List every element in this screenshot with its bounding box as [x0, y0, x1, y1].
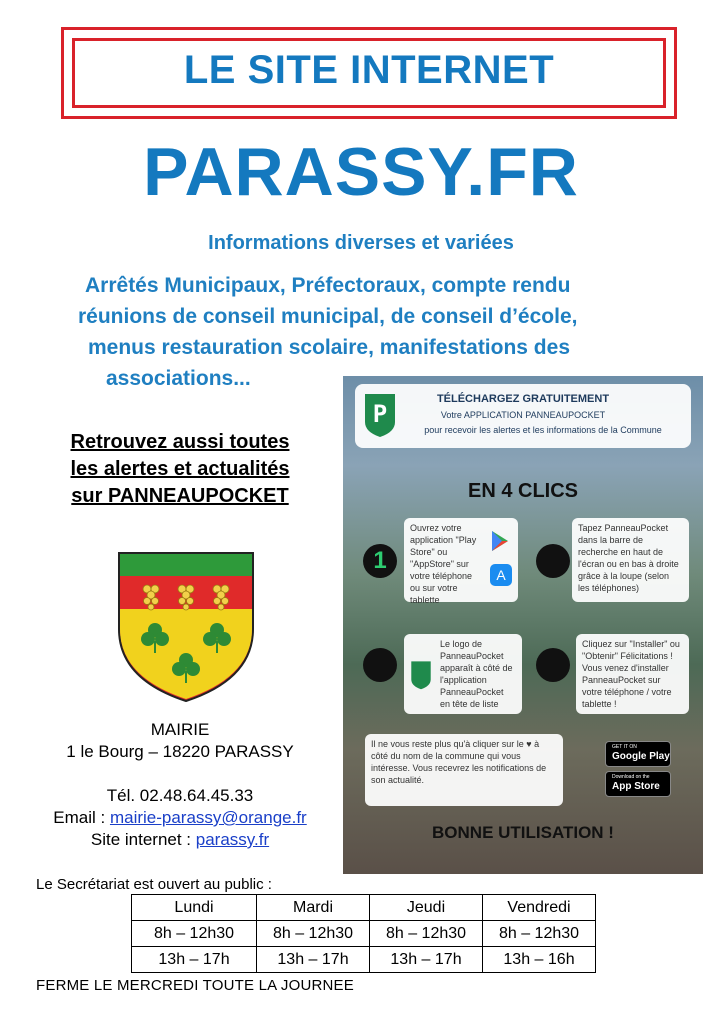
morning-mardi: 8h – 12h30 [257, 921, 370, 947]
website-line [30, 830, 330, 850]
step-4-card [576, 634, 689, 714]
step-3-dot [363, 648, 397, 682]
panneaupocket-poster [343, 376, 703, 874]
header-banner [61, 27, 677, 119]
email-label: Email : [53, 808, 110, 827]
banner-title: LE SITE INTERNET [183, 48, 555, 92]
poster-line-1: TÉLÉCHARGEZ GRATUITEMENT [436, 393, 610, 405]
morning-jeudi: 8h – 12h30 [370, 921, 483, 947]
app-store-icon: A [490, 564, 512, 586]
step-4-text: Cliquez sur "Installer" ou "Obtenir" Félicitations ! Vous venez d'installer PanneauPocket sur votre téléphone / votre tablette ! [582, 639, 680, 709]
poster-bonne-utilisation: BONNE UTILISATION ! [432, 823, 614, 842]
step-1-card [404, 518, 518, 605]
closed-note: FERME LE MERCREDI TOUTE LA JOURNEE [36, 977, 354, 994]
email-line [30, 808, 330, 828]
apple-badge-big: App Store [612, 781, 660, 792]
final-text: Il ne vous reste plus qu'à cliquer sur le ♥ à côté du nom de la commune qui vous intéresse. Vous recevrez les notifications de son actualité. [371, 739, 547, 785]
subtitle: Informations diverses et variées [208, 232, 514, 254]
day-lundi: Lundi [132, 895, 257, 921]
step-1-text: Ouvrez votre application "Play Store" ou "AppStore" sur votre téléphone ou sur votre tablette [410, 523, 477, 605]
afternoon-lundi: 13h – 17h [132, 947, 257, 973]
schedule-table [131, 894, 596, 973]
alert-line-2: les alertes et actualités [70, 458, 290, 480]
phone-number: Tél. 02.48.64.45.33 [106, 786, 254, 805]
poster-line-2: Votre APPLICATION PANNEAUPOCKET [440, 410, 606, 420]
step-4-dot [536, 648, 570, 682]
apple-badge-small: Download on the [612, 774, 650, 780]
step-2-card [572, 518, 689, 602]
panneaupocket-small-logo-icon [410, 660, 432, 690]
website-link[interactable]: parassy.fr [195, 830, 270, 849]
play-store-icon [490, 530, 510, 552]
step-2-text: Tapez PanneauPocket dans la barre de recherche en haut de l'écran ou en bas à droite grâce à la loupe (selon les téléphones) [578, 523, 679, 593]
website-label: Site internet : [90, 830, 196, 849]
day-jeudi: Jeudi [370, 895, 483, 921]
poster-line-3: pour recevoir les alertes et les informations de la Commune [424, 425, 662, 435]
schedule-days-row [132, 895, 596, 921]
email-link[interactable]: mairie-parassy@orange.fr [109, 808, 307, 827]
description-line-1: Arrêtés Municipaux, Préfectoraux, compte rendu [85, 274, 571, 297]
alert-line-3: sur PANNEAUPOCKET [71, 485, 289, 507]
day-vendredi: Vendredi [483, 895, 596, 921]
description-line-4: associations... [106, 367, 251, 390]
address-street: 1 le Bourg – 18220 PARASSY [66, 742, 294, 761]
poster-clicks-title: EN 4 CLICS [467, 480, 579, 502]
afternoon-mardi: 13h – 17h [257, 947, 370, 973]
step-2-dot [536, 544, 570, 578]
coat-of-arms-icon [117, 551, 255, 703]
afternoon-jeudi: 13h – 17h [370, 947, 483, 973]
poster-header-card [355, 384, 691, 448]
alert-line-1: Retrouvez aussi toutes [70, 431, 290, 453]
logo-letter: P [372, 400, 388, 428]
google-badge-big: Google Play [612, 751, 670, 762]
description-line-2: réunions de conseil municipal, de conseil d’école, [78, 305, 578, 328]
description-line-3: menus restauration scolaire, manifestations des [88, 336, 570, 359]
site-name: PARASSY.FR [143, 134, 579, 210]
morning-vendredi: 8h – 12h30 [483, 921, 596, 947]
step-3-text: Le logo de PanneauPocket apparaît à côté de l'application PanneauPocket en tête de liste [440, 639, 513, 709]
day-mardi: Mardi [257, 895, 370, 921]
schedule-intro: Le Secrétariat est ouvert au public : [36, 876, 272, 893]
mairie-label: MAIRIE [150, 720, 210, 739]
final-card [365, 734, 563, 806]
morning-lundi: 8h – 12h30 [132, 921, 257, 947]
google-badge-small: GET IT ON [612, 744, 637, 750]
step-1-number: 1 [363, 544, 397, 578]
google-play-badge[interactable] [605, 741, 671, 767]
schedule-afternoon-row [132, 947, 596, 973]
app-store-badge[interactable] [605, 771, 671, 797]
step-3-card [404, 634, 522, 714]
afternoon-vendredi: 13h – 16h [483, 947, 596, 973]
schedule-morning-row [132, 921, 596, 947]
